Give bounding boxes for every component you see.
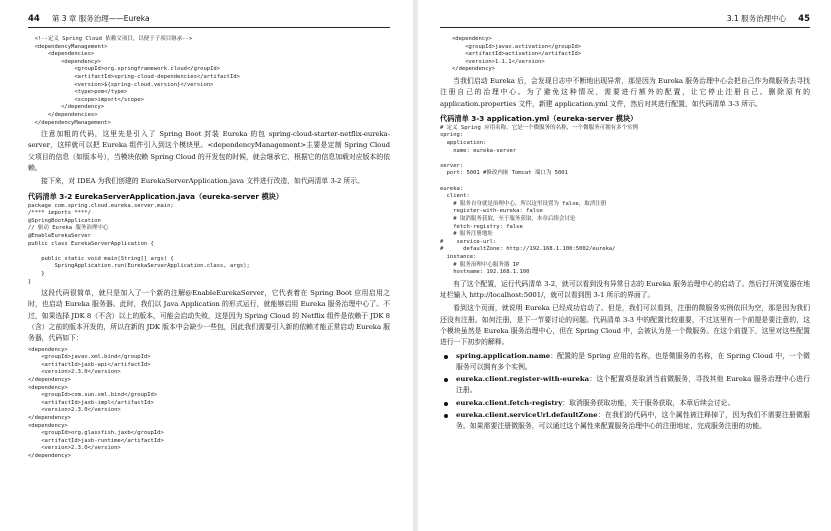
list-item: eureka.client.register-with-eureka：这个配置项是取消当前微服务，寻找其他 Eureka 服务治理中心进行注册。 xyxy=(440,374,810,397)
bullet-icon xyxy=(444,414,448,418)
bullet-list xyxy=(440,351,810,433)
list-item: spring.application.name：配置的是 Spring 应用的名称，也是微服务的名称，在 Spring Cloud 中，一个微服务可以拥有多个实例。 xyxy=(440,351,810,374)
section-label: 3.1 服务治理中心 xyxy=(726,14,787,23)
code-block: package com.spring.cloud.eureka.server.main; /**** imports ****/ @SpringBootApplication // 驱动 Eureka 服务治理中心 @EnableEurekaServer public class EurekaServerApplication { public static void main(String[] args) { SpringApplication.run(EurekaServerApplication.class, args); } } xyxy=(28,202,250,285)
paragraph: 注意加粗的代码，这里先是引入了 Spring Boot 封装 Eureka 的包 spring-cloud-starter-netflix-eureka-server，这样就可以把 Eureka 组件引入到这个模块里。<dependencyManagement>主要是定制 Spring Cloud 父项目的信息（如版本号），当模块依赖 Spring Cloud 的开发包的时候，就会继承它，根据它的信息加载对应版本的依赖。 xyxy=(28,130,390,173)
paragraph: 这段代码很简单，就只是加入了一个新的注解@EnableEurekaServer，它代表着在 Spring Boot 应用启用之时，也启动 Eureka 服务器。此时，我们以 Java Application 的形式运行，就能够启用 Eureka 服务治理中心了。不过，如果选择 JDK 8（不含）以上的版本，可能会启动失败，这是因为 Spring Cloud 的 Netflix 组件是依赖于 JDK 8（含）之前的版本开发的，所以在新的 JDK 版本中会缺少一些包，因此我们需要引入新的依赖才能正常启动 Eureka 服务器，代码如下： xyxy=(28,289,390,343)
code-block: # 定义 Spring 应用名称，它是一个微服务的名称，一个微服务可拥有多个实例 spring: application: name: eureka-server server: port: 5001 #修改内嵌 Tomcat 端口为 5001 eureka: client: # 服务自身就是治理中心，所以这里设置为 false，取消注册 register-with-eureka: false # 取消服务获取，至于服务获取，本章后续会讨论 fetch-registry: false # 服务注册地址 # service-url: # defaultZone: http://192.168.1.100:5002/eureka/ instance: # 服务治理中心服务器 IP hostname: 192.168.1.100 xyxy=(440,124,639,276)
paragraph: 接下来，对 IDEA 为我们创建的 EurekaServerApplication.java 文件进行改造，如代码清单 3-2 所示。 xyxy=(41,177,364,186)
bullet-icon xyxy=(444,378,448,382)
list-item: eureka.client.serviceUrl.defaultZone：在我们的代码中，这个属性被注释掉了，因为我们不需要注册微服务。如果需要注册微服务，可以通过这个属性来配置服务治理中心的注册地址，完成服务注册的功能。 xyxy=(440,410,810,433)
right-page-header xyxy=(440,10,810,28)
listing-caption: 代码清单 3-3 application.yml（eureka-server 模块） xyxy=(440,113,638,123)
listing-caption: 代码清单 3-2 EurekaServerApplication.java（eureka-server 模块） xyxy=(28,191,284,201)
bullet-icon xyxy=(444,402,448,406)
paragraph: 当我们启动 Eureka 后，会发现日志中不断地出现异常，那是因为 Eureka 服务治理中心会把自己作为微服务去寻找注册自己的治理中心。为了避免这种情况，需要进行额外的配置，让它停止注册自己。删除原有的 application.properties 文件，新建 application.yml 文件，然后对其进行配置，如代码清单 3-3 所示。 xyxy=(440,76,810,108)
right-page-body xyxy=(440,36,810,434)
list-item: eureka.client.fetch-registry：取消服务获取功能，关于服务获取，本章后续会讨论。 xyxy=(440,398,810,409)
right-page-number: 45 xyxy=(798,14,810,24)
left-page-body xyxy=(28,36,390,461)
code-block: <!--定义 Spring Cloud 依赖父项目，以便于子项目继承--> <dependencyManagement> <dependencies> <dependency> <groupId>org.springframework.cloud</groupId> <artifactId>spring-cloud-dependencies</artifactId> <version>${spring-cloud.version}</version> <type>pom</type> <scope>import</scope> </dependency> </dependencies> </dependencyManagement> xyxy=(34,36,240,126)
code-block: <dependency> <groupId>javax.xml.bind</groupId> <artifactId>jaxb-api</artifactId> <version>2.3.0</version> </dependency> <dependency> <groupId>com.sun.xml.bind</groupId> <artifactId>jaxb-impl</artifactId> <version>2.3.0</version> </dependency> <dependency> <groupId>org.glassfish.jaxb</groupId> <artifactId>jaxb-runtime</artifactId> <version>2.3.0</version> </dependency> xyxy=(28,346,164,459)
paragraph: 看到这个页面，就说明 Eureka 已经成功启动了。但是，我们可以看到，注册的微服务实例依旧为空，那是因为我们还没有注册。如何注册，是下一节要讨论的问题。代码清单 3-3 中的配置比较重要，不过这里有一个前提是要注意的，这个模块虽然是 Eureka 服务治理中心，但在 Spring Cloud 中，会被认为是一个微服务。在这个前提下，这里对这些配置进行一下初步的解释。 xyxy=(440,304,810,347)
bullet-icon xyxy=(444,355,448,359)
paragraph: 有了这个配置，运行代码清单 3-2，就可以看到没有异常日志的 Eureka 服务治理中心的启动了。然后打开浏览器在地址栏输入 http://localhost:5001/，就可以看到图 3-1 所示的界面了。 xyxy=(440,279,810,300)
chapter-label: 第 3 章 服务治理——Eureka xyxy=(51,14,150,23)
left-page-number: 44 xyxy=(28,14,40,24)
left-page-header xyxy=(28,10,390,28)
left-page xyxy=(0,0,413,531)
right-page xyxy=(418,0,831,531)
code-block: <dependency> <groupId>javax.activation</groupId> <artifactId>activation</artifactId> <version>1.1.1</version> </dependency> xyxy=(452,36,582,73)
